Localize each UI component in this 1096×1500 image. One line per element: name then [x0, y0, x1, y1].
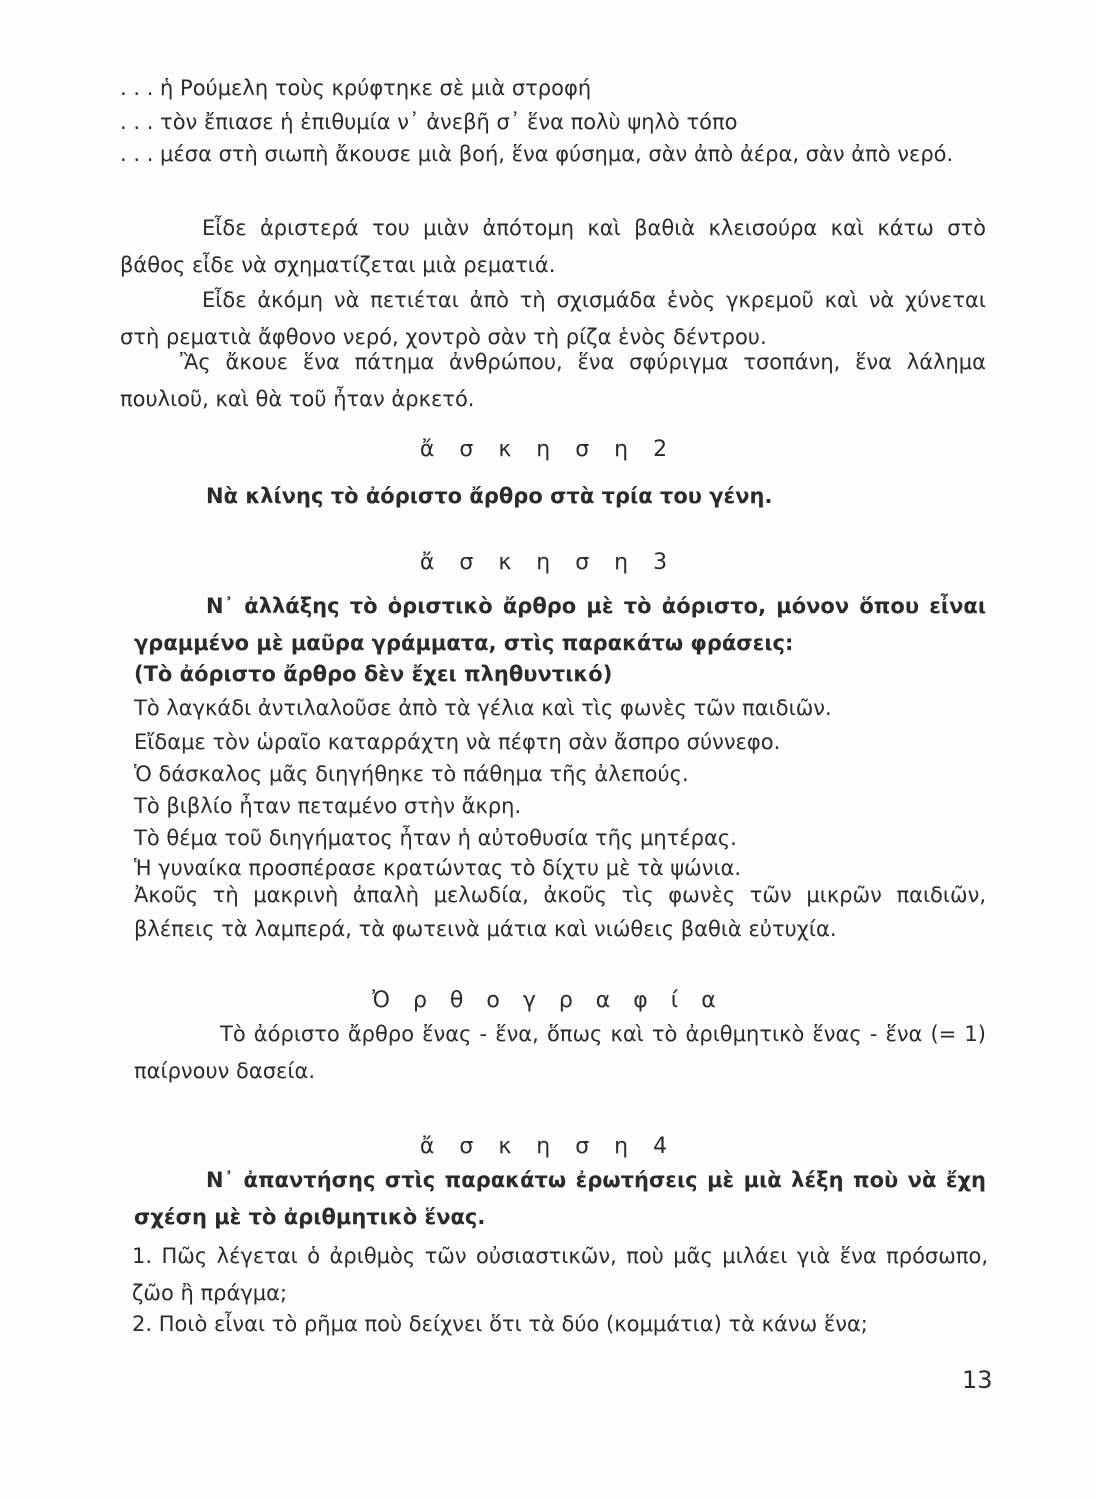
- orthography-title: Ὀ ρ θ ο γ ρ α φ ί α: [372, 988, 724, 1013]
- excerpt-line-3: . . . μέσα στὴ σιωπὴ ἄκουσε μιὰ βοή, ἕνα φύσημα, σὰν ἀπὸ ἀέρα, σὰν ἀπὸ νερό.: [120, 142, 954, 166]
- exercise-3-last-sentence: Ἀκοῦς τὴ μακρινὴ ἀπαλὴ μελωδία, ἀκοῦς τὶς φωνὲς τῶν μικρῶν παιδιῶν, βλέπεις τὰ λαμπερά, τὰ φωτεινὰ μάτια καὶ νιώθεις βαθιὰ εὐτυχία.: [134, 883, 986, 941]
- excerpt-paragraph-1: Εἶδε ἀριστερά του μιὰν ἀπότομη καὶ βαθιὰ κλεισούρα καὶ κάτω στὸ βάθος εἶδε νὰ σχηματίζεται μιὰ ρεματιά.: [120, 216, 986, 277]
- excerpt-line-1: . . . ἡ Ρούμελη τοὺς κρύφτηκε σὲ μιὰ στροφή: [120, 76, 592, 100]
- exercise-4-instruction: Ν᾽ ἀπαντήσης στὶς παρακάτω ἐρωτήσεις μὲ μιὰ λέξη ποὺ νὰ ἔχη σχέση μὲ τὸ ἀριθμητικὸ ἕνας.: [134, 1168, 986, 1229]
- excerpt-paragraph-3: Ἂς ἄκουε ἕνα πάτημα ἀνθρώπου, ἕνα σφύριγμα τσοπάνη, ἕνα λάλημα πουλιοῦ, καὶ θὰ τοῦ ἦταν ἀρκετό.: [120, 350, 986, 411]
- exercise-3-sentence: Ἡ γυναίκα προσπέρασε κρατώντας τὸ δίχτυ μὲ τὰ ψώνια.: [134, 856, 742, 880]
- exercise-3-note: (Τὸ ἀόριστο ἄρθρο δὲν ἔχει πληθυντικό): [134, 662, 613, 686]
- exercise-3-title: ἄ σ κ η σ η 3: [419, 550, 677, 575]
- exercise-2-instruction: Νὰ κλίνης τὸ ἀόριστο ἄρθρο στὰ τρία του γένη.: [206, 484, 773, 508]
- exercise-3-sentence: Τὸ θέμα τοῦ διηγήματος ἦταν ἡ αὐτοθυσία τῆς μητέρας.: [134, 826, 737, 850]
- exercise-4-question: 2. Ποιὸ εἶναι τὸ ρῆμα ποὺ δείχνει ὅτι τὰ δύο (κομμάτια) τὰ κάνω ἕνα;: [132, 1312, 868, 1336]
- exercise-3-sentence: Ὁ δάσκαλος μᾶς διηγήθηκε τὸ πάθημα τῆς ἀλεπούς.: [134, 762, 689, 786]
- excerpt-line-2: . . . τὸν ἔπιασε ἡ ἐπιθυμία ν᾽ ἀνεβῆ σ᾽ ἕνα πολὺ ψηλὸ τόπο: [120, 110, 738, 134]
- exercise-3-sentence: Τὸ λαγκάδι ἀντιλαλοῦσε ἀπὸ τὰ γέλια καὶ τὶς φωνὲς τῶν παιδιῶν.: [134, 696, 832, 720]
- page-number: 13: [962, 1366, 993, 1394]
- exercise-4-title: ἄ σ κ η σ η 4: [419, 1134, 677, 1159]
- orthography-text: Τὸ ἀόριστο ἄρθρο ἕνας - ἕνα, ὅπως καὶ τὸ ἀριθμητικὸ ἕνας - ἕνα (= 1) παίρνουν δασεία.: [134, 1022, 986, 1083]
- exercise-3-instruction: Ν᾽ ἀλλάξης τὸ ὁριστικὸ ἄρθρο μὲ τὸ ἀόριστο, μόνον ὅπου εἶναι γραμμένο μὲ μαῦρα γράμματα, στὶς παρακάτω φράσεις:: [134, 594, 986, 655]
- exercise-3-sentence: Εἴδαμε τὸν ὡραῖο καταρράχτη νὰ πέφτη σὰν ἄσπρο σύννεφο.: [134, 730, 781, 754]
- exercise-3-sentence: Τὸ βιβλίο ἦταν πεταμένο στὴν ἄκρη.: [134, 794, 522, 818]
- exercise-2-title: ἄ σ κ η σ η 2: [419, 437, 677, 462]
- exercise-4-question: 1. Πῶς λέγεται ὁ ἀριθμὸς τῶν οὐσιαστικῶν, ποὺ μᾶς μιλάει γιὰ ἕνα πρόσωπο, ζῶο ἢ πράγμα;: [132, 1244, 988, 1305]
- excerpt-paragraph-2: Εἶδε ἀκόμη νὰ πετιέται ἀπὸ τὴ σχισμάδα ἑνὸς γκρεμοῦ καὶ νὰ χύνεται στὴ ρεματιὰ ἄφθονο νερό, χοντρὸ σὰν τὴ ρίζα ἑνὸς δέντρου.: [120, 288, 986, 349]
